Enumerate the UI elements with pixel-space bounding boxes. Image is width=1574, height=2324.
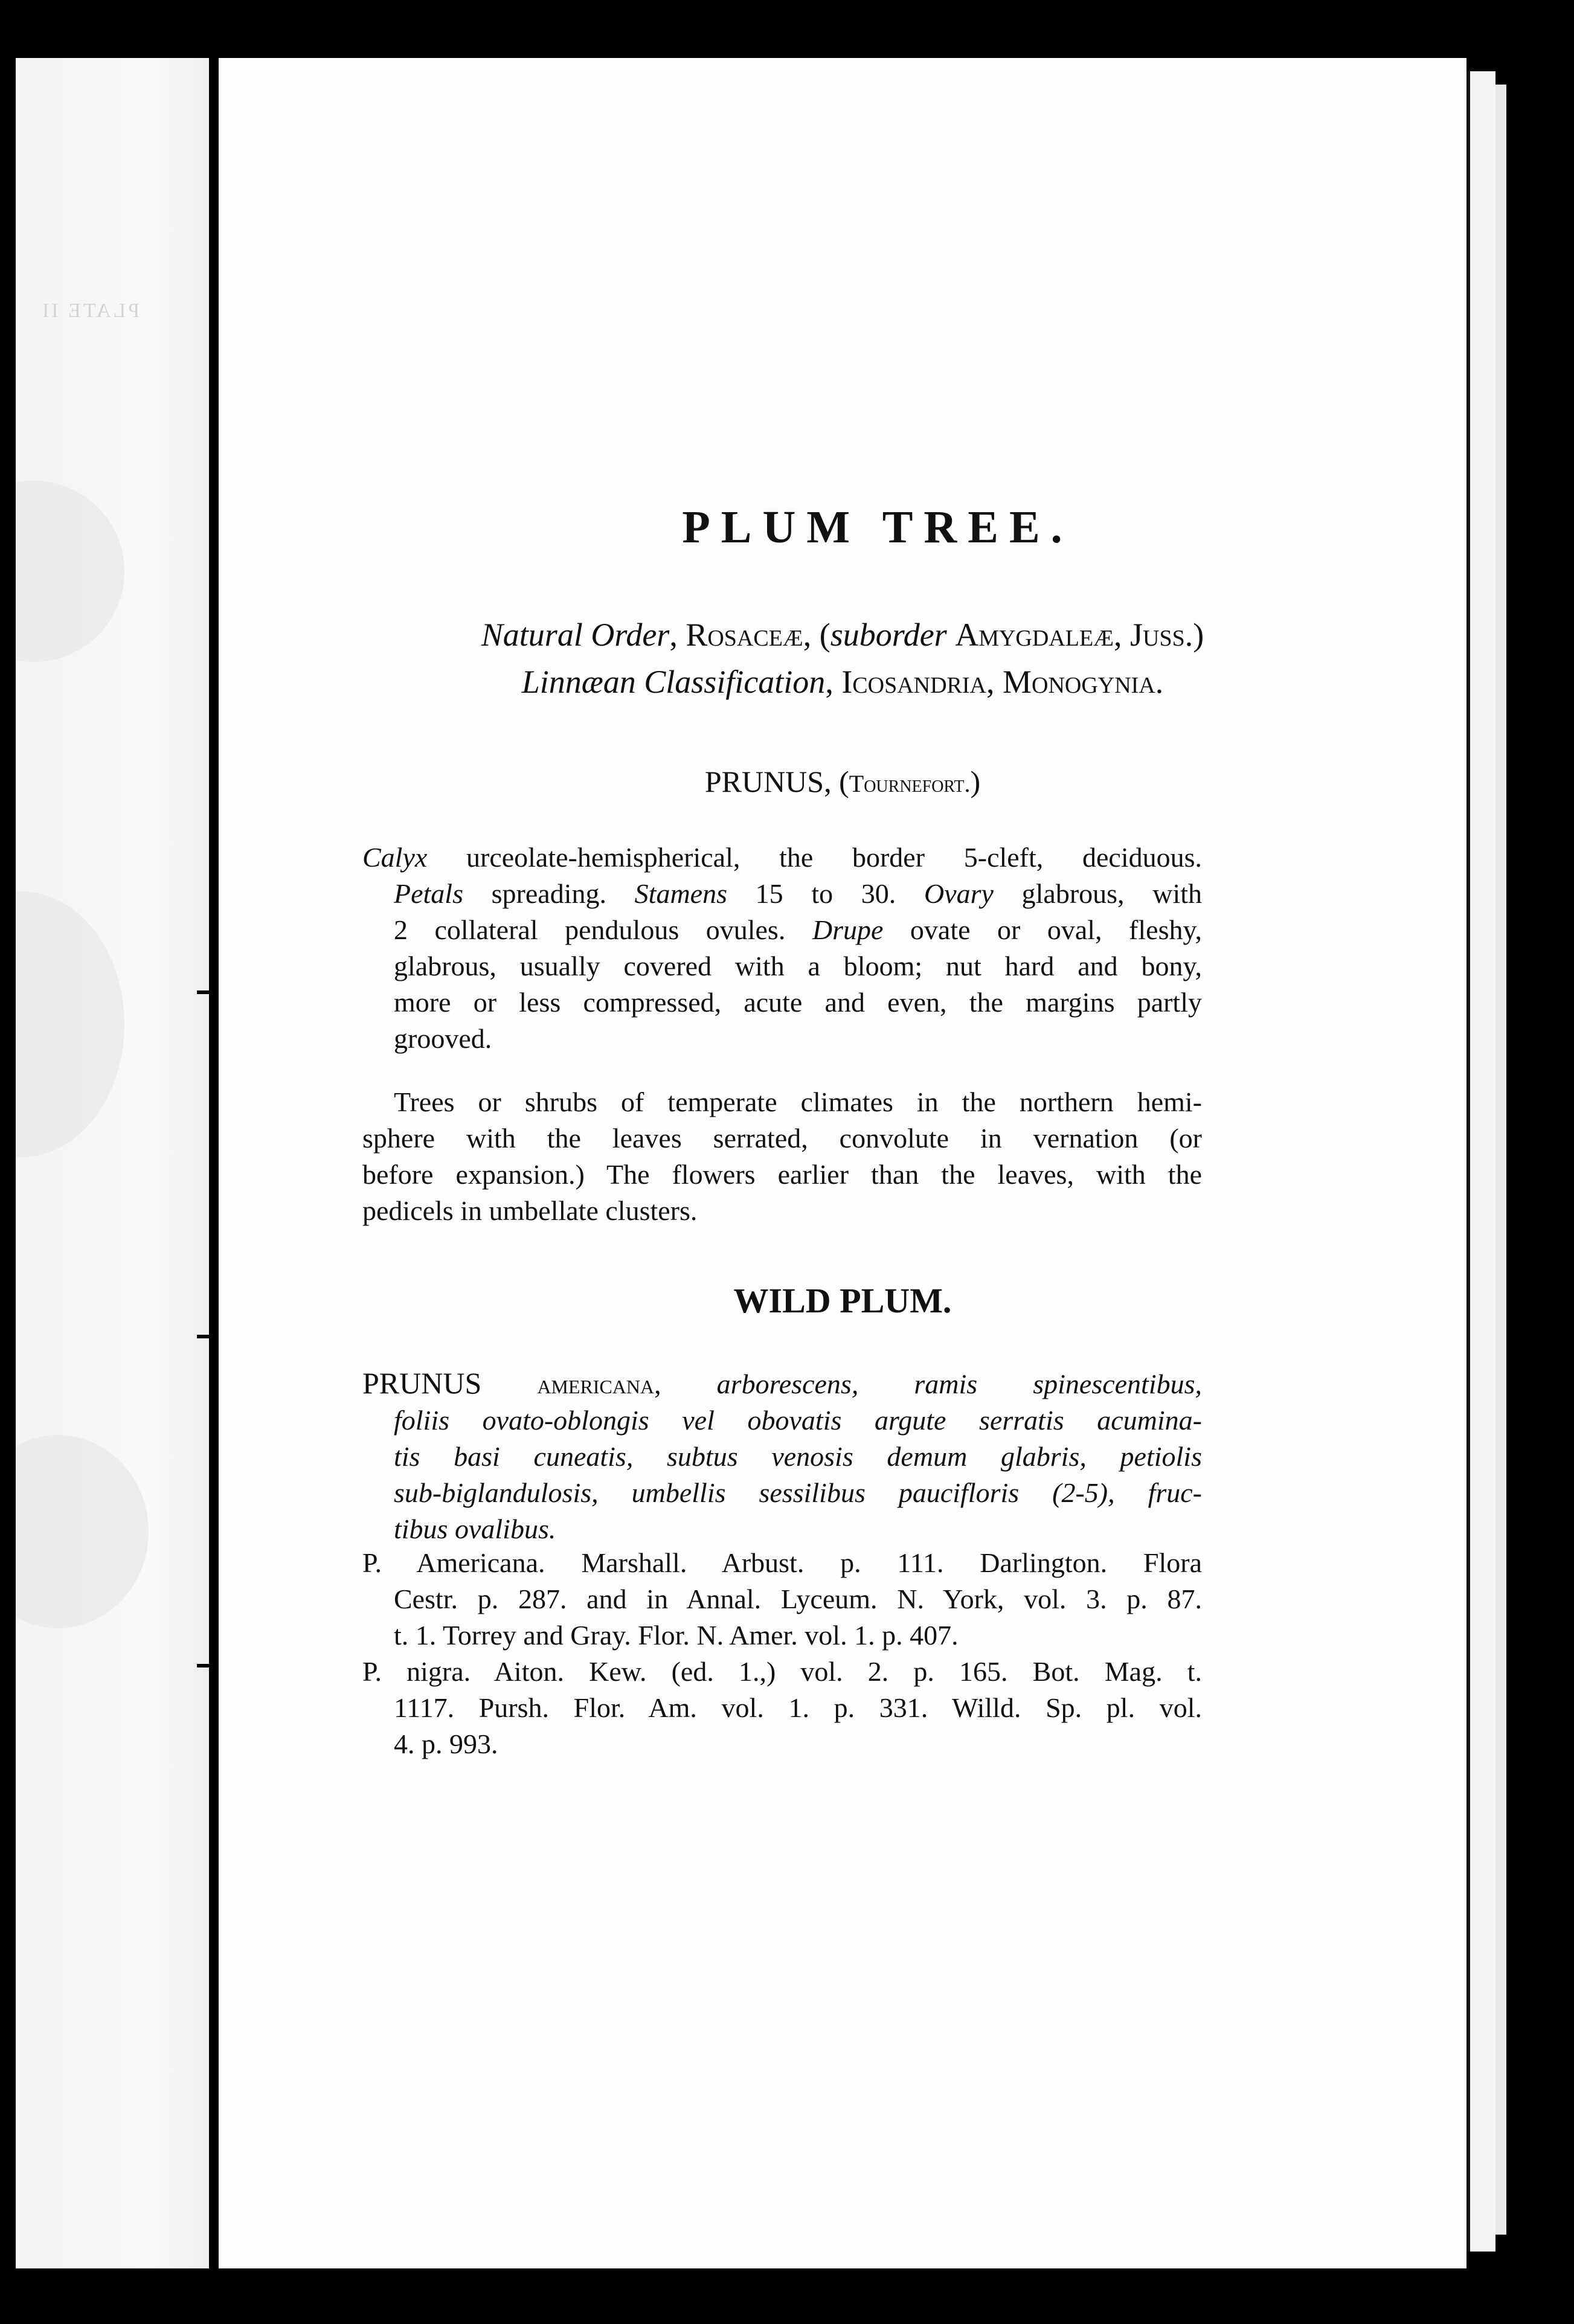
linnaean-order: Monogynia <box>1003 664 1155 700</box>
description-line: glabrous, usually covered with a bloom; nut hard and bony, <box>394 951 1202 981</box>
left-page-bleedthrough <box>16 58 209 2268</box>
book-gutter <box>209 58 219 2268</box>
description-line: grooved. <box>394 1023 492 1054</box>
page-edge <box>1466 71 1495 2252</box>
description-text: urceolate-hemispherical, the border 5-cleft, deciduous. <box>427 842 1202 873</box>
left-page-ghost-text: PLATE II <box>40 300 140 322</box>
description-term-stamens: Stamens <box>634 878 727 909</box>
genus-authority: Tournefort. <box>849 770 971 797</box>
bleedthrough-shape <box>16 1435 149 1628</box>
genus-name: PRUNUS, <box>704 765 832 798</box>
description-term-drupe: Drupe <box>812 914 884 945</box>
natural-order-label: Natural Order <box>481 617 670 653</box>
description-text: glabrous, with <box>993 878 1202 909</box>
suborder-label: suborder <box>830 617 947 653</box>
page-edge-inner <box>1495 85 1506 2235</box>
diagnosis-text: arborescens, ramis spinescentibus, <box>716 1369 1203 1399</box>
linnaean-class: Icosandria <box>841 664 986 700</box>
binding-mark <box>197 990 215 994</box>
synonym-line: 4. p. 993. <box>394 1729 498 1759</box>
diagnosis-line: tis basi cuneatis, subtus venosis demum glabris, petiolis <box>394 1441 1202 1472</box>
binding-mark <box>197 1335 215 1338</box>
page-title: PLUM TREE. <box>682 502 1073 553</box>
description-term-ovary: Ovary <box>924 878 994 909</box>
habit-line: pedicels in umbellate clusters. <box>362 1195 698 1226</box>
suborder-authority: Juss. <box>1129 617 1193 653</box>
description-line <box>362 839 1202 876</box>
habit-line: Trees or shrubs of temperate climates in the northern hemi- <box>394 1087 1202 1117</box>
description-term-petals: Petals <box>394 878 463 909</box>
bleedthrough-shape <box>16 891 124 1157</box>
species-genus: PRUNUS <box>362 1366 482 1400</box>
description-line: more or less compressed, acute and even, the margins partly <box>394 987 1202 1018</box>
species-diagnosis <box>362 1365 1202 1547</box>
species-epithet: americana, <box>537 1369 661 1399</box>
synonym-line: Cestr. p. 287. and in Annal. Lyceum. N. York, vol. 3. p. 87. <box>394 1584 1202 1614</box>
synonymy <box>362 1545 1202 1762</box>
synonym-line: 1117. Pursh. Flor. Am. vol. 1. p. 331. Willd. Sp. pl. vol. <box>394 1692 1202 1723</box>
synonym-line: t. 1. Torrey and Gray. Flor. N. Amer. vol. 1. p. 407. <box>394 1620 959 1651</box>
natural-order-line: Natural Order, Rosaceæ, (suborder Amygdaleæ, Juss.) <box>481 617 1204 653</box>
diagnosis-line: tibus ovalibus. <box>394 1513 556 1544</box>
description-text: 2 collateral pendulous ovules. <box>394 914 812 945</box>
synonym-line: P. nigra. Aiton. Kew. (ed. 1.,) vol. 2. p. 165. Bot. Mag. t. <box>362 1656 1202 1687</box>
binding-mark <box>197 1664 215 1668</box>
linnaean-classification-line: Linnæan Classification, Icosandria, Monogynia. <box>521 664 1164 700</box>
natural-order-name: Rosaceæ <box>686 617 803 653</box>
description-line <box>362 876 1202 912</box>
synonym-line: P. Americana. Marshall. Arbust. p. 111. Darlington. Flora <box>362 1547 1202 1578</box>
description-text: 15 to 30. <box>727 878 924 909</box>
habit-line: sphere with the leaves serrated, convolute in vernation (or <box>362 1123 1202 1154</box>
genus-heading: PRUNUS, (Tournefort.) <box>704 765 981 798</box>
description-text: ovate or oval, fleshy, <box>883 914 1202 945</box>
species-heading: WILD PLUM. <box>733 1281 952 1320</box>
description-line <box>362 912 1202 948</box>
description-text: spreading. <box>463 878 635 909</box>
habit-paragraph <box>362 1084 1202 1229</box>
linnaean-label: Linnæan Classification <box>521 664 826 700</box>
diagnosis-line: sub-biglandulosis, umbellis sessilibus paucifloris (2-5), fruc- <box>394 1477 1202 1508</box>
diagnosis-line: foliis ovato-oblongis vel obovatis argute serratis acumina- <box>394 1405 1202 1436</box>
diagnosis-line <box>362 1365 1202 1402</box>
suborder-name: Amygdaleæ <box>955 617 1114 653</box>
description-term-calyx: Calyx <box>362 842 428 873</box>
habit-line: before expansion.) The flowers earlier than the leaves, with the <box>362 1159 1202 1190</box>
generic-description <box>362 839 1202 1057</box>
